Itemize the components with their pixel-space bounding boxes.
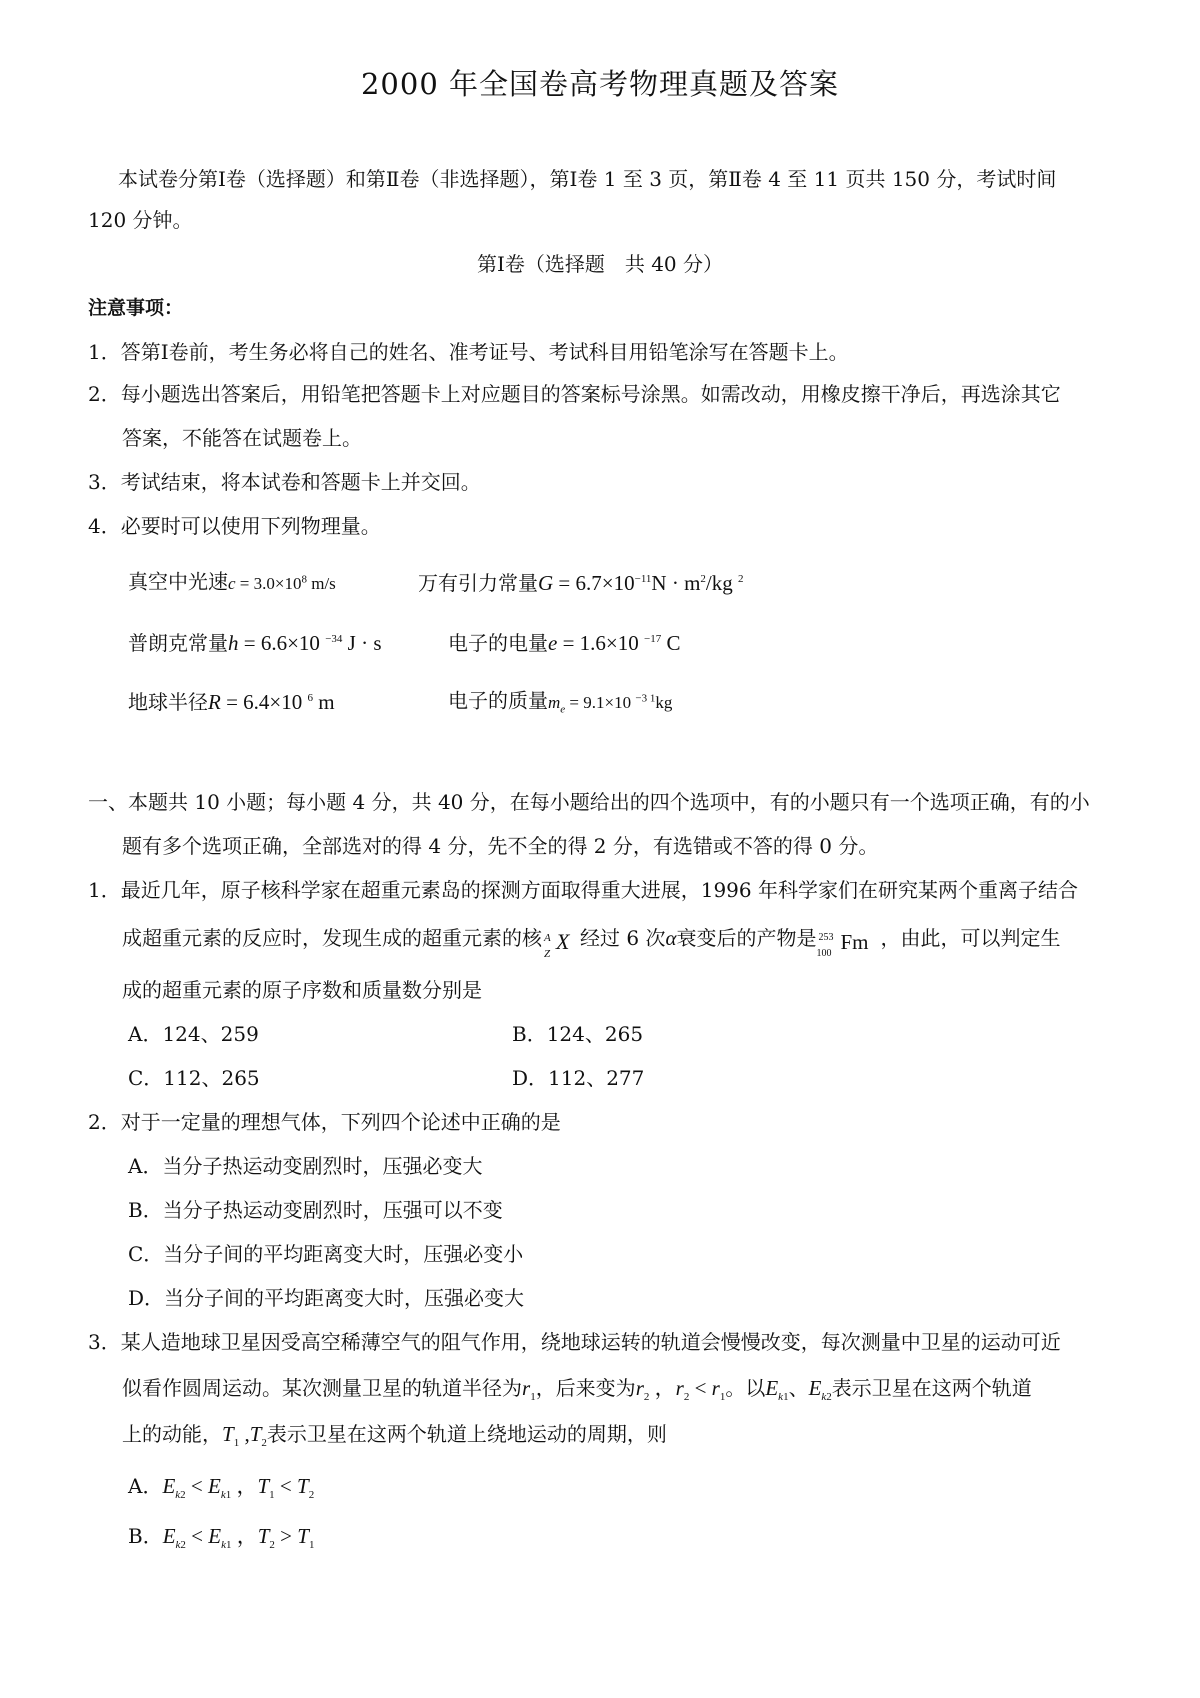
nucleus-symbol: A Z X [544,928,570,960]
q1-line-2-text-c: 衰变后的产物是 [676,926,817,950]
q3-option-a [128,1472,314,1509]
q3-option-a-label: A． [128,1474,163,1498]
q3-option-b [128,1522,314,1559]
alpha-symbol: α [665,926,677,950]
electron-mass-formula: $m_e = 9.1\times 10$ $^{-3 1}$kg [548,692,673,716]
planck-formula: h = 6.6×10 $^{-34}$ J · s [228,631,382,655]
light-speed-label: 真空中光速 [128,569,228,594]
q3-line-3-text-b: 表示卫星在这两个轨道上绕地运动的周期，则 [266,1422,667,1446]
q2-stem: 2．对于一定量的理想气体，下列四个论述中正确的是 [88,1110,561,1134]
q1-line-3: 成的超重元素的原子序数和质量数分别是 [122,978,482,1002]
electron-charge-label: 电子的电量 [448,631,548,655]
constant-electron-charge [448,625,681,657]
constant-light-speed [128,565,336,598]
q2-option-d: D．当分子间的平均距离变大时，压强必变大 [128,1286,525,1310]
q1-option-b: B．124、265 [512,1022,644,1046]
constant-gravitational [418,565,744,597]
fermium-symbol: 253 100 Fm [816,929,869,959]
earth-radius-formula: R = 6.4×10 $^6$ m [208,690,335,714]
q3-line-2-text-d: 、 [788,1376,809,1400]
q3-line-1: 3．某人造地球卫星因受高空稀薄空气的阻气作用，绕地球运转的轨道会慢慢改变，每次测量中卫星的运动可近 [88,1330,1061,1354]
constant-electron-mass [448,684,672,723]
r2-inequality: $r_2$ ，$r_2 < r_1$ [635,1376,726,1404]
q3-line-2-text-e: 表示卫星在这两个轨道 [831,1376,1032,1400]
q2-option-b: B．当分子热运动变剧烈时，压强可以不变 [128,1198,503,1222]
q1-line-2 [122,924,1061,960]
q1-line-2-text-d: ，由此，可以判定生 [880,926,1061,950]
light-speed-formula: $c = 3.0\times 10^8$ m/s [228,573,336,593]
ek2-symbol: $E_{k2}$ [808,1376,832,1404]
q1-option-c: C．112、265 [128,1066,260,1090]
intro-line-1: 本试卷分第Ⅰ卷（选择题）和第Ⅱ卷（非选择题），第Ⅰ卷 1 至 3 页，第Ⅱ卷 4 至 11 页共 150 分，考试时间 [118,167,1057,191]
part-one-instructions-2: 题有多个选项正确，全部选对的得 4 分，先不全的得 2 分，有选错或不答的得 0 分。 [122,834,879,858]
note-2-cont: 答案，不能答在试题卷上。 [122,426,362,450]
planck-label: 普朗克常量 [128,631,228,655]
electron-charge-formula: e = 1.6×10 $^{-17}$ C [548,631,681,655]
gravitational-label: 万有引力常量 [418,571,538,595]
q3-option-b-formula: $E_{k2} < E_{k1}$ ，$T_2 > T_1$ [162,1524,315,1552]
note-4: 4．必要时可以使用下列物理量。 [88,514,381,538]
q3-option-b-label: B． [128,1524,163,1548]
q2-option-c: C．当分子间的平均距离变大时，压强必变小 [128,1242,524,1266]
constant-planck [128,625,382,657]
constant-earth-radius [128,684,335,716]
section-heading: 第Ⅰ卷（选择题 共 40 分） [476,252,724,276]
part-one-instructions-1: 一、本题共 10 小题；每小题 4 分，共 40 分，在每小题给出的四个选项中，有的小题只有一个选项正确，有的小 [88,790,1090,814]
q2-option-a: A．当分子热运动变剧烈时，压强必变大 [128,1154,483,1178]
earth-radius-label: 地球半径 [128,690,208,714]
electron-mass-label: 电子的质量 [448,688,548,713]
note-2: 2．每小题选出答案后，用铅笔把答题卡上对应题目的答案标号涂黑。如需改动，用橡皮擦干净后，再选涂其它 [88,382,1061,406]
q3-line-2-text-c: 。以 [725,1376,766,1400]
q3-line-2 [122,1374,1032,1411]
r1-symbol: $r_1$ [522,1376,536,1404]
q1-line-2-text-b: 经过 6 次 [580,926,666,950]
q3-option-a-formula: $E_{k2} < E_{k1}$ ，$T_1 < T_2$ [162,1474,315,1502]
gravitational-formula: $G = 6.7\times 10^{-11}N \cdot m^2/kg$ $^2$ [538,571,744,595]
q3-line-3-text-a: 上的动能， [122,1422,222,1446]
q3-line-2-text-a: 似看作圆周运动。某次测量卫星的轨道半径为 [122,1376,522,1400]
q1-line-1: 1．最近几年，原子核科学家在超重元素岛的探测方面取得重大进展，1996 年科学家们在研究某两个重离子结合 [88,878,1078,902]
q1-option-d: D．112、277 [512,1066,645,1090]
t1-t2-symbols: $T_1$ $,T_2$ [222,1422,267,1450]
ek1-symbol: $E_{k1}$ [765,1376,789,1404]
intro-line-2: 120 分钟。 [88,208,193,232]
q3-line-2-text-b: ，后来变为 [535,1376,636,1400]
page-title: 2000 年全国卷高考物理真题及答案 [360,67,840,101]
note-1: 1．答第Ⅰ卷前，考生务必将自己的姓名、准考证号、考试科目用铅笔涂写在答题卡上。 [88,340,849,364]
q3-line-3 [122,1420,667,1457]
notes-heading: 注意事项： [88,297,184,319]
note-3: 3．考试结束，将本试卷和答题卡上并交回。 [88,470,481,494]
q1-line-2-text-a: 成超重元素的反应时，发现生成的超重元素的核 [122,926,542,950]
q1-option-a: A．124、259 [128,1022,259,1046]
